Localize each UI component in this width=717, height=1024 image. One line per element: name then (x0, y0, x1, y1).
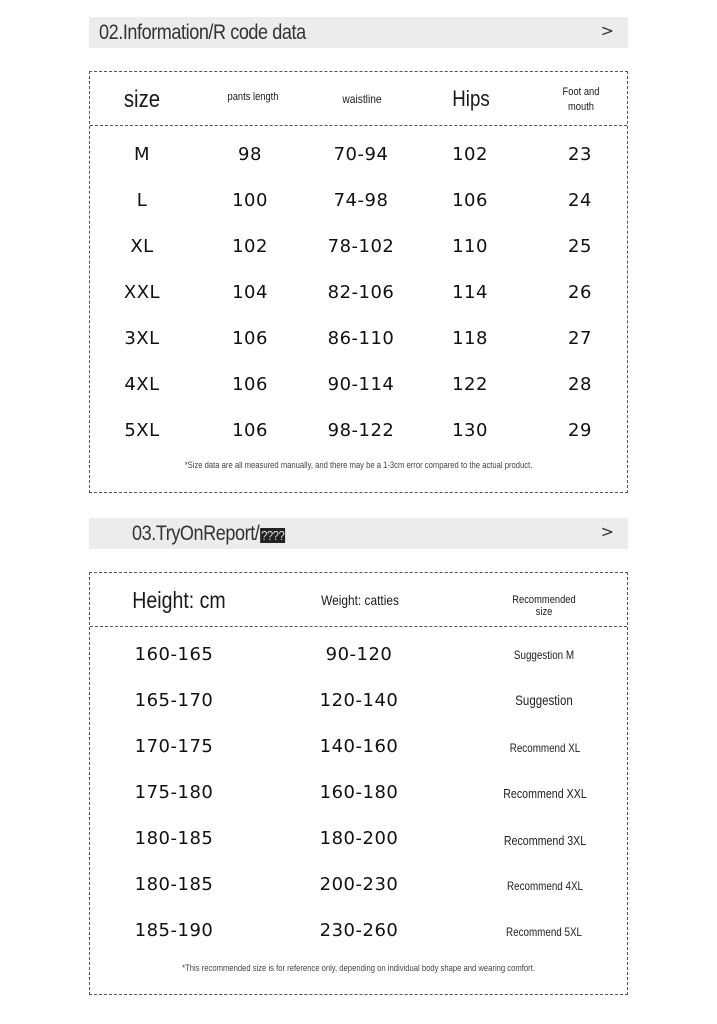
tryon-title-glyphs: ???? (261, 528, 285, 543)
header-recommended: Recommended size (512, 594, 576, 618)
cell-size: XL (130, 236, 154, 257)
cell-height: 185-190 (134, 920, 214, 941)
cell-waistline: 90-114 (327, 374, 395, 395)
cell-recommend: Suggestion M (513, 648, 575, 662)
cell-size: XXL (123, 282, 161, 303)
header-foot-mouth (563, 85, 600, 115)
cell-pants-length: 102 (232, 236, 268, 257)
cell-weight: 90-120 (325, 644, 393, 665)
cell-recommend: Recommend XXL (503, 786, 587, 801)
header-size: size (123, 86, 161, 113)
cell-size: 3XL (124, 328, 160, 349)
cell-height: 175-180 (134, 782, 214, 803)
tryon-table (89, 572, 628, 995)
cell-weight: 200-230 (319, 874, 399, 895)
cell-waistline: 74-98 (333, 190, 389, 211)
chevron-right-icon[interactable]: > (600, 522, 614, 541)
header-hips: Hips (452, 86, 490, 111)
cell-hips: 102 (452, 144, 488, 165)
tryon-table-note (90, 963, 627, 973)
header-weight: Weight: catties (321, 592, 399, 608)
header-height: Height: cm (132, 587, 226, 613)
cell-recommend: Recommend XL (509, 741, 581, 755)
cell-weight: 230-260 (319, 920, 399, 941)
cell-foot-mouth: 29 (568, 420, 592, 441)
cell-size: 4XL (124, 374, 160, 395)
size-section-title: 02.Information/R code data (99, 21, 306, 44)
cell-weight: 120-140 (319, 690, 399, 711)
cell-hips: 118 (452, 328, 488, 349)
cell-foot-mouth: 25 (568, 236, 592, 257)
cell-size: L (136, 190, 148, 211)
size-table-header (90, 72, 627, 126)
cell-pants-length: 106 (232, 328, 268, 349)
cell-recommend: Recommend 4XL (506, 879, 584, 893)
tryon-note-text: *This recommended size is for reference only, depending on individual body shape and wearing comfort. (182, 963, 535, 973)
cell-foot-mouth: 28 (568, 374, 592, 395)
header-waistline: waistline (342, 92, 382, 106)
header-foot-mouth-line1: Foot and (562, 86, 600, 98)
cell-height: 170-175 (134, 736, 214, 757)
cell-foot-mouth: 27 (568, 328, 592, 349)
cell-recommend: Recommend 5XL (505, 925, 583, 939)
cell-recommend: Recommend 3XL (503, 833, 587, 848)
tryon-section-title (132, 522, 285, 546)
cell-weight: 140-160 (319, 736, 399, 757)
header-foot-mouth-line2: mouth (568, 101, 594, 113)
cell-pants-length: 98 (238, 144, 262, 165)
cell-height: 165-170 (134, 690, 214, 711)
cell-hips: 114 (452, 282, 488, 303)
cell-height: 180-185 (134, 874, 214, 895)
cell-waistline: 82-106 (327, 282, 395, 303)
cell-foot-mouth: 23 (568, 144, 592, 165)
cell-hips: 130 (452, 420, 488, 441)
size-table (89, 71, 628, 493)
cell-recommend: Suggestion (515, 692, 573, 708)
cell-size: 5XL (124, 420, 160, 441)
chevron-right-icon[interactable]: > (600, 21, 614, 40)
size-table-note (90, 460, 627, 470)
tryon-title-text: 03.TryOnReport/ (132, 522, 260, 545)
tryon-table-header (90, 573, 627, 627)
cell-height: 160-165 (134, 644, 214, 665)
cell-height: 180-185 (134, 828, 214, 849)
header-pants-length: pants length (227, 91, 279, 103)
cell-hips: 110 (452, 236, 488, 257)
cell-hips: 122 (452, 374, 488, 395)
cell-hips: 106 (452, 190, 488, 211)
cell-waistline: 98-122 (327, 420, 395, 441)
size-section-header (89, 17, 628, 48)
cell-weight: 160-180 (319, 782, 399, 803)
cell-foot-mouth: 24 (568, 190, 592, 211)
tryon-section-header (89, 518, 628, 549)
cell-pants-length: 106 (232, 420, 268, 441)
cell-pants-length: 106 (232, 374, 268, 395)
cell-weight: 180-200 (319, 828, 399, 849)
cell-foot-mouth: 26 (568, 282, 592, 303)
size-note-text: *Size data are all measured manually, and there may be a 1-3cm error compared to the actual product. (184, 460, 533, 470)
cell-pants-length: 100 (232, 190, 268, 211)
cell-waistline: 70-94 (333, 144, 389, 165)
cell-size: M (133, 144, 151, 165)
cell-pants-length: 104 (232, 282, 268, 303)
cell-waistline: 78-102 (327, 236, 395, 257)
cell-waistline: 86-110 (327, 328, 395, 349)
